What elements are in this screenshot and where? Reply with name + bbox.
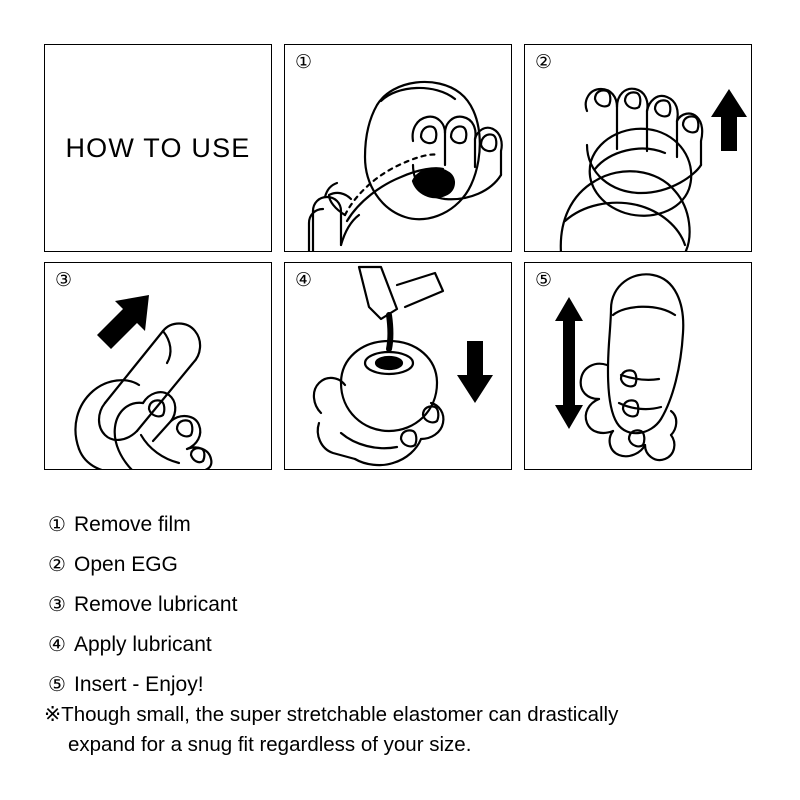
steps-list <box>48 505 758 705</box>
step-text: Open EGG <box>74 553 178 576</box>
panel-step-5 <box>524 262 752 470</box>
step-marker: ① <box>48 514 66 536</box>
illustration-remove-lubricant <box>45 263 272 470</box>
step-text: Remove film <box>74 513 191 536</box>
list-item <box>48 545 758 585</box>
arrow-up-left-icon <box>97 295 149 349</box>
panel-how-to-use <box>44 44 272 252</box>
arrow-up-icon <box>711 89 747 151</box>
arrow-down-icon <box>457 341 493 403</box>
step-marker: ② <box>48 554 66 576</box>
step-marker: ③ <box>48 594 66 616</box>
page-title: HOW TO USE <box>65 132 251 163</box>
illustration-remove-film <box>285 45 512 252</box>
step-text: Insert - Enjoy! <box>74 673 204 696</box>
illustration-open-egg <box>525 45 752 252</box>
illustration-apply-lubricant <box>285 263 512 470</box>
list-item <box>48 625 758 665</box>
list-item <box>48 585 758 625</box>
list-item <box>48 505 758 545</box>
footnote-line-1: ※Though small, the super stretchable elastomer can drastically <box>44 703 619 726</box>
panel-marker-3: ③ <box>55 270 73 291</box>
step-marker: ④ <box>48 634 66 656</box>
step-marker: ⑤ <box>48 674 66 696</box>
arrow-up-down-icon <box>555 297 583 429</box>
illustration-insert-enjoy <box>525 263 752 470</box>
panel-marker-4: ④ <box>295 270 313 291</box>
panel-marker-2: ② <box>535 52 553 73</box>
panel-step-4 <box>284 262 512 470</box>
panel-marker-1: ① <box>295 52 313 73</box>
footnote <box>44 700 764 760</box>
panel-marker-5: ⑤ <box>535 270 553 291</box>
panel-step-1 <box>284 44 512 252</box>
panel-step-2 <box>524 44 752 252</box>
panel-grid <box>44 44 756 470</box>
step-text: Apply lubricant <box>74 633 212 656</box>
footnote-line-2: expand for a snug fit regardless of your size. <box>68 733 472 756</box>
panel-step-3 <box>44 262 272 470</box>
step-text: Remove lubricant <box>74 593 238 616</box>
list-item <box>48 665 758 705</box>
